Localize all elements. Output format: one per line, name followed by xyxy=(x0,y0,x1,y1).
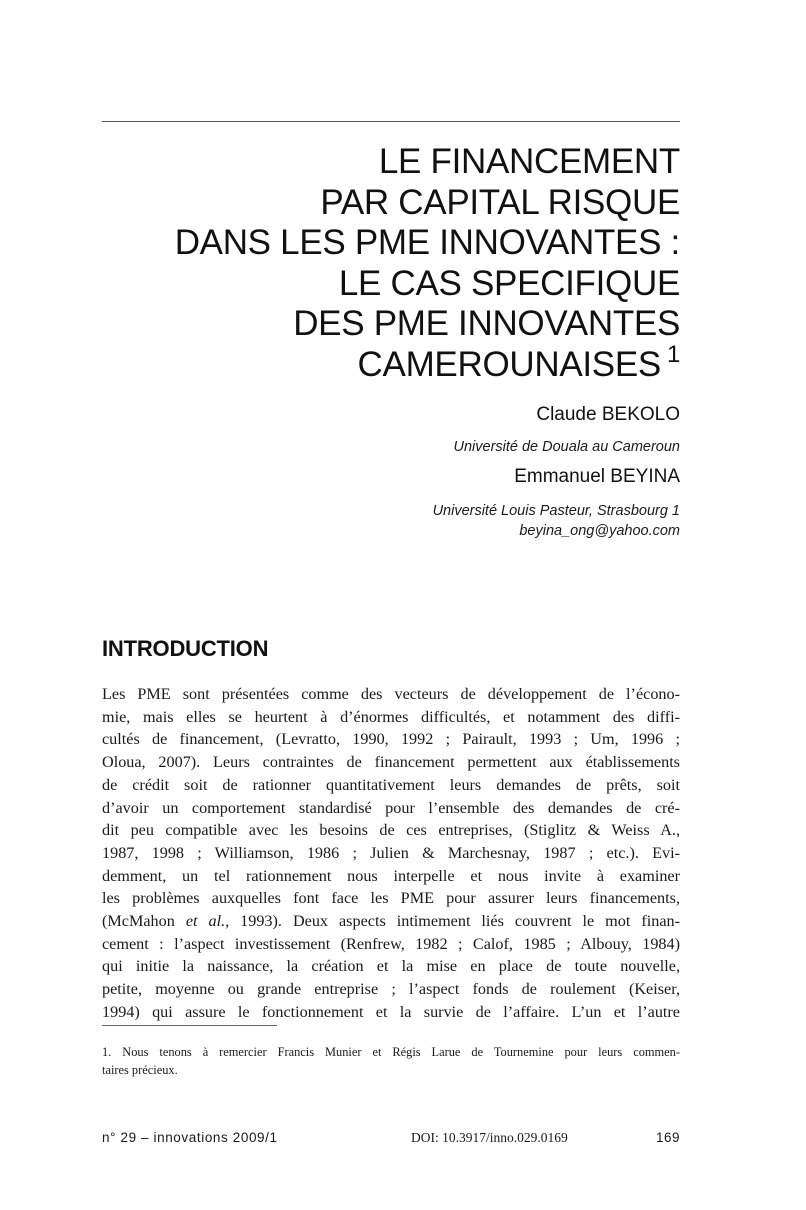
top-rule xyxy=(102,121,680,122)
body-line-text: 1987, 1998 ; Williamson, 1986 ; Julien & Marchesnay, 1987 ; etc.). Evi- xyxy=(102,843,680,862)
body-line xyxy=(102,887,680,910)
journal-issue: n° 29 – innovations 2009/1 xyxy=(102,1130,278,1145)
body-line-text: 1994) qui assure le fonctionnement et la survie de l’affaire. L’un et l’autre xyxy=(102,1002,680,1021)
body-line-text: d’avoir un comportement standardisé pour l’ensemble des demandes de cré- xyxy=(102,798,680,817)
footnote-rule xyxy=(102,1025,277,1026)
body-line-text: qui initie la naissance, la création et la mise en place de toute nouvelle, xyxy=(102,957,680,976)
body-line-text: Oloua, 2007). Leurs contraintes de financement permettent aux établissements xyxy=(102,753,680,772)
footnote-line: 1. Nous tenons à remercier Francis Munier et Régis Larue de Tournemine pour leurs commen- xyxy=(102,1045,680,1059)
body-line xyxy=(102,933,680,956)
page-number: 169 xyxy=(655,1130,680,1145)
author-affiliation: Université Louis Pasteur, Strasbourg 1 xyxy=(432,503,680,519)
title-footnote-marker[interactable]: 1 xyxy=(666,340,680,368)
author-block xyxy=(180,403,680,541)
author-name: Emmanuel BEYINA xyxy=(514,466,680,487)
body-line xyxy=(102,978,680,1001)
body-line-text: cultés de financement, (Levratto, 1990, 1992 ; Pairault, 1993 ; Um, 1996 ; xyxy=(102,730,680,749)
body-line xyxy=(102,751,680,774)
body-line xyxy=(102,797,680,820)
footnote-line: taires précieux. xyxy=(102,1063,178,1077)
author-name: Claude BEKOLO xyxy=(536,404,680,425)
title-line: LE FINANCEMENT xyxy=(378,142,680,181)
body-text xyxy=(102,683,680,1024)
body-line xyxy=(102,1001,680,1024)
body-line xyxy=(102,706,680,729)
title-line xyxy=(100,340,680,386)
body-line-text: demment, un tel rationnement nous interpelle et nous invite à examiner xyxy=(102,866,680,885)
body-line-text: Les PME sont présentées comme des vecteurs de développement de l’écono- xyxy=(102,685,680,703)
section-heading: INTRODUCTION xyxy=(102,636,269,661)
doi-link[interactable]: DOI: 10.3917/inno.029.0169 xyxy=(411,1130,568,1145)
body-line-text: les problèmes auxquelles font face les PME pour assurer leurs financements, xyxy=(102,889,680,908)
body-line-text: dit peu compatible avec les besoins de ces entreprises, (Stiglitz & Weiss A., xyxy=(102,821,680,840)
body-line xyxy=(102,955,680,978)
body-line xyxy=(102,774,680,797)
article-title xyxy=(100,142,680,385)
title-line: LE CAS SPECIFIQUE xyxy=(338,263,680,303)
body-line xyxy=(102,865,680,888)
body-line xyxy=(102,728,680,751)
body-line xyxy=(102,683,680,706)
title-line: PAR CAPITAL RISQUE xyxy=(320,182,680,222)
body-line-text: mie, mais elles se heurtent à d’énormes difficultés, et notamment des diffi- xyxy=(102,707,680,726)
body-line-text: petite, moyenne ou grande entreprise ; l’aspect fonds de roulement (Keiser, xyxy=(102,980,680,999)
body-line-text: , 1993). Deux aspects intimement liés couvrent le mot finan- xyxy=(225,912,680,931)
body-line xyxy=(102,819,680,842)
title-line-text: CAMEROUNAISES xyxy=(357,344,661,384)
body-line-text: de crédit soit de rationner quantitativement leurs demandes de prêts, soit xyxy=(102,775,680,794)
title-line: DANS LES PME INNOVANTES : xyxy=(174,223,680,262)
body-line-text: (McMahon xyxy=(102,912,186,931)
page-footer xyxy=(102,1130,680,1150)
body-line xyxy=(102,842,680,865)
author-email[interactable]: beyina_ong@yahoo.com xyxy=(519,523,680,539)
title-line: DES PME INNOVANTES xyxy=(293,304,680,343)
body-line xyxy=(102,910,680,933)
author-affiliation: Université de Douala au Cameroun xyxy=(453,439,680,455)
body-line-italic: et al. xyxy=(185,912,226,931)
body-line-text: cement : l’aspect investissement (Renfrew, 1982 ; Calof, 1985 ; Albouy, 1984) xyxy=(102,934,680,953)
footnote xyxy=(102,1043,680,1079)
